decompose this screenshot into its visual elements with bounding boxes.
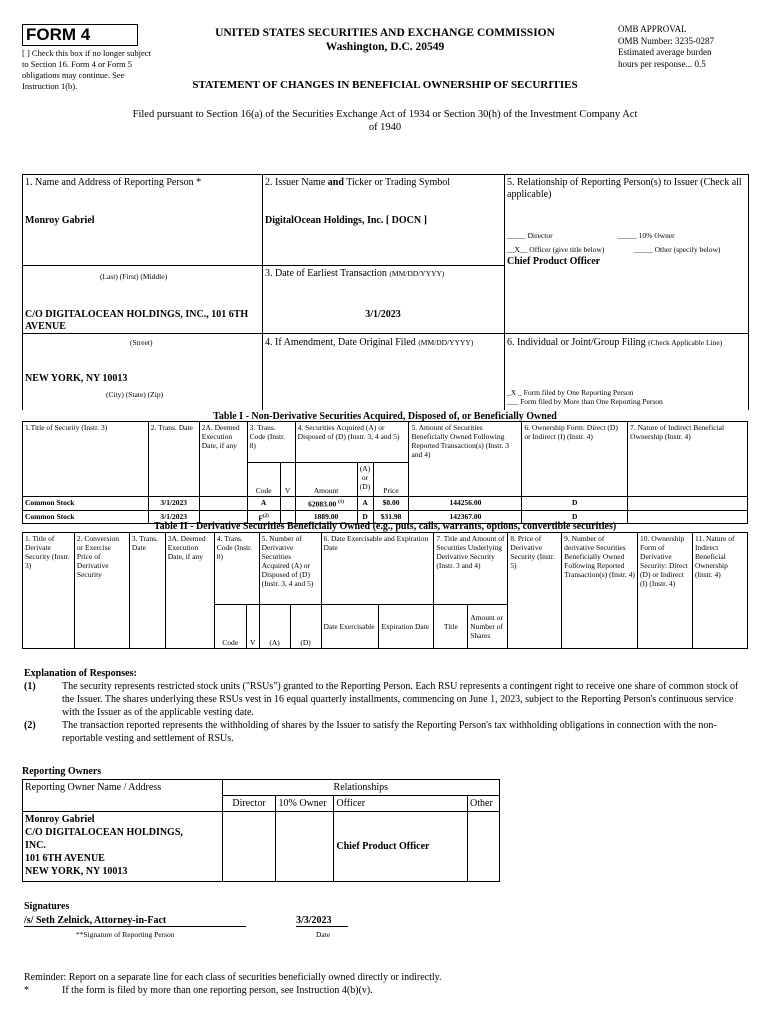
officer-option: __X__ Officer (give title below): [507, 245, 605, 254]
box6-label-text: 6. Individual or Joint/Group Filing: [507, 337, 646, 348]
explanation-item: [24, 680, 749, 719]
box5-label: 5. Relationship of Reporting Person(s) to Issuer (Check all applicable): [507, 177, 742, 200]
owner-name-line: C/O DIGITALOCEAN HOLDINGS,: [25, 827, 183, 838]
box2-label-and: and: [327, 177, 344, 188]
t1-h4: 4. Securities Acquired (A) or Disposed of (D) (Instr. 3, 4 and 5): [295, 422, 409, 463]
box4-label-text: 4. If Amendment, Date Original Filed: [265, 337, 416, 348]
t2-h10: 10. Ownership Form of Derivative Security: Direct (D) or Indirect (I) (Instr. 4): [638, 533, 693, 649]
t1-r0-nature: [628, 497, 748, 511]
t1-h3: 3. Trans. Code (Instr. 8): [247, 422, 295, 463]
divider: [22, 333, 505, 334]
table2-title: Table II - Derivative Securities Beneficially Owned (e.g., puts, calls, warrants, options, convertible securities): [153, 521, 617, 532]
box6-label-small: (Check Applicable Line): [648, 338, 723, 347]
owner-name-address: [23, 812, 223, 882]
checkbox-note: [ ] Check this box if no longer subject to Section 16. Form 4 or Form 5 obligations may continue. See Instruction 1(b).: [22, 48, 151, 91]
filing-option-one: _X _ Form filed by One Reporting Person: [507, 388, 634, 397]
t2-sub-code: Code: [214, 605, 246, 649]
reporting-person-name: Monroy Gabriel: [25, 215, 95, 226]
t1-r0-aord: A: [357, 497, 373, 511]
t1-r1-date: 3/1/2023: [148, 510, 199, 524]
explanation-text: The security represents restricted stock units ("RSUs") granted to the Reporting Person. Each RSU represents a contingent right to receive one share of common stock of the Issuer. The shares underlying these RSUs vest in 16 equal quarterly installments, commencing on June 1, 2023, subject to the Reporting Person's continuous service with the Issuer as of the applicable vesting date.: [62, 681, 739, 718]
statement-title: STATEMENT OF CHANGES IN BENEFICIAL OWNERSHIP OF SECURITIES: [192, 79, 578, 91]
t2-sub-amount: Amount or Number of Shares: [468, 605, 508, 649]
t1-h2a: 2A. Deemed Execution Date, if any: [199, 422, 247, 497]
owner-name-line: NEW YORK, NY 10013: [25, 866, 128, 877]
divider: [504, 333, 749, 334]
issuer-name: DigitalOcean Holdings, Inc. [ DOCN ]: [265, 215, 427, 226]
officer-title: Chief Product Officer: [507, 256, 601, 267]
explanation-item: [24, 719, 749, 745]
divider: [748, 174, 749, 410]
t1-sub-aord: (A) or (D): [357, 463, 373, 497]
explanation-of-responses: [24, 667, 749, 745]
t2-h5: 5. Number of Derivative Securities Acquired (A) or Disposed of (D) (Instr. 3, 4 and 5): [259, 533, 321, 605]
t2-h3a: 3A. Deemed Execution Date, if any: [165, 533, 214, 649]
explanation-num: (2): [24, 720, 36, 731]
t1-r0-owned: 144256.00: [409, 497, 522, 511]
reporting-owners-table: [22, 779, 500, 882]
footer-notes: [24, 971, 754, 997]
t2-h4: 4. Trans. Code (Instr. 8): [214, 533, 259, 605]
t1-sub-code: Code: [247, 463, 280, 497]
t2-sub-d: (D): [290, 605, 321, 649]
t1-h5: 5. Amount of Securities Beneficially Owned Following Reported Transaction(s) (Instr. 3 and 4): [409, 422, 522, 497]
owner-col-ten: 10% Owner: [276, 796, 334, 812]
reminder-text: Reminder: Report on a separate line for each class of securities beneficially owned directly or indirectly.: [24, 972, 442, 983]
earliest-transaction-date: 3/1/2023: [365, 309, 401, 320]
box2-label: [265, 177, 450, 189]
table-row: [23, 497, 748, 511]
t1-r0-price: $0.00: [373, 497, 409, 511]
owner-name-line: INC.: [25, 840, 46, 851]
t2-sub-date-ex: Date Exercisable: [321, 605, 379, 649]
city-label: (City) (State) (Zip): [106, 390, 164, 399]
t1-r1-aord: D: [357, 510, 373, 524]
signatures-title: Signatures: [24, 901, 70, 912]
t1-r0-date: 3/1/2023: [148, 497, 199, 511]
owner-col-relationships: Relationships: [222, 780, 499, 796]
t2-h9: 9. Number of derivative Securities Beneficially Owned Following Reported Transaction(s) (Instr. 4): [562, 533, 638, 649]
divider: [262, 174, 263, 410]
owner-col-name: Reporting Owner Name / Address: [23, 780, 223, 796]
t1-h6: 6. Ownership Form: Direct (D) or Indirect (I) (Instr. 4): [522, 422, 628, 497]
t1-h2: 2. Trans. Date: [148, 422, 199, 497]
box1-label: 1. Name and Address of Reporting Person *: [25, 177, 202, 188]
box2-label-post: Ticker or Trading Symbol: [343, 177, 451, 188]
t1-sub-amount: Amount: [295, 463, 357, 497]
form-label: FORM 4: [22, 24, 138, 46]
t1-h7: 7. Nature of Indirect Beneficial Ownership (Instr. 4): [628, 422, 748, 497]
explanation-text: The transaction reported represents the withholding of shares by the Issuer to satisfy the Reporting Person's tax withholding obligations in connection with the non-reportable vesting and settlement of RSUs.: [62, 720, 717, 744]
box3-label-text: 3. Date of Earliest Transaction: [265, 268, 387, 279]
box3-label: [265, 268, 444, 280]
agency-title: [185, 26, 585, 54]
signature-name: /s/ Seth Zelnick, Attorney-in-Fact: [24, 915, 246, 927]
divider: [22, 174, 23, 410]
t1-r0-amount: [295, 497, 357, 511]
director-option: _____ Director: [507, 231, 553, 240]
signature-label: **Signature of Reporting Person: [76, 930, 175, 939]
t2-sub-exp: Expiration Date: [379, 605, 434, 649]
owner-name-line: 101 6TH AVENUE: [25, 853, 105, 864]
footnote-star: [24, 984, 754, 997]
omb-line2: OMB Number: 3235-0287: [618, 35, 714, 46]
t1-r0-code: A: [247, 497, 280, 511]
divider: [262, 265, 505, 266]
owner-name-line: Monroy Gabriel: [25, 814, 95, 825]
agency-line1: UNITED STATES SECURITIES AND EXCHANGE COMMISSION: [215, 27, 555, 39]
t2-h11: 11. Nature of Indirect Beneficial Ownership (Instr. 4): [692, 533, 747, 649]
t1-r0-form: D: [522, 497, 628, 511]
divider: [22, 174, 748, 175]
t1-r1-amount-value: 1889.00: [313, 511, 339, 521]
name-parts-label: (Last) (First) (Middle): [100, 272, 168, 281]
t2-h3: 3. Trans. Date: [129, 533, 165, 649]
filed-pursuant: Filed pursuant to Section 16(a) of the Securities Exchange Act of 1934 or Section 30(h) of the Investment Company Act of 1940: [132, 109, 638, 133]
explanation-title: Explanation of Responses:: [24, 668, 137, 679]
t2-h7: 7. Title and Amount of Securities Underlying Derivative Security (Instr. 3 and 4): [434, 533, 508, 605]
reporting-owners-title: Reporting Owners: [22, 766, 102, 777]
star-text: If the form is filed by more than one reporting person, see Instruction 4(b)(v).: [62, 985, 373, 996]
divider: [504, 174, 505, 410]
table1-title: Table I - Non-Derivative Securities Acquired, Disposed of, or Beneficially Owned: [213, 411, 557, 422]
box4-label: [265, 337, 473, 349]
t1-r1-price: $31.98: [373, 510, 409, 524]
t1-r1-owned: 142367.00: [409, 510, 522, 524]
divider: [22, 265, 263, 266]
t2-h8: 8. Price of Derivative Security (Instr. 5): [508, 533, 562, 649]
t1-r0-amount-value: 62083.00: [308, 499, 337, 509]
filing-option-more: ___ Form filed by More than One Reporting Person: [507, 397, 663, 406]
omb-approval: [618, 24, 758, 70]
omb-line1: OMB APPROVAL: [618, 24, 687, 34]
omb-line3: Estimated average burden: [618, 47, 712, 57]
agency-line2: Washington, D.C. 20549: [325, 41, 445, 53]
box6-label: [507, 337, 745, 349]
t1-sub-v: V: [280, 463, 295, 497]
owner-col-other: Other: [468, 796, 500, 812]
t1-r1-code-ref[interactable]: (2): [263, 513, 269, 519]
other-option: _____ Other (specify below): [634, 245, 721, 254]
signature-date: 3/3/2023: [296, 915, 348, 927]
box4-label-small: (MM/DD/YYYY): [418, 338, 474, 347]
reporting-person-city: NEW YORK, NY 10013: [25, 373, 128, 384]
t1-r1-form: D: [522, 510, 628, 524]
star-mark: *: [24, 985, 29, 996]
t2-sub-title: Title: [434, 605, 468, 649]
table1: [22, 421, 748, 524]
t1-r0-amount-ref[interactable]: (1): [338, 500, 344, 505]
signature-date-label: Date: [316, 930, 331, 939]
t1-h1: 1.Title of Security (Instr. 3): [23, 422, 149, 497]
box2-label-pre: 2. Issuer Name: [265, 177, 328, 188]
t2-h1: 1. Title of Derivate Security (Instr. 3): [23, 533, 75, 649]
omb-line4: hours per response... 0.5: [618, 58, 706, 69]
t1-r1-code-value: F: [258, 513, 264, 522]
owner-col-director: Director: [222, 796, 276, 812]
owner-col-officer: Officer: [334, 796, 468, 812]
t2-sub-v: V: [246, 605, 259, 649]
t1-r0-title: Common Stock: [23, 497, 149, 511]
t1-r1-title: Common Stock: [23, 510, 149, 524]
t2-sub-a: (A): [259, 605, 290, 649]
t1-r0-v: [280, 497, 295, 511]
table2: [22, 532, 748, 649]
box3-label-small: (MM/DD/YYYY): [389, 269, 445, 278]
t2-h2: 2. Conversion or Exercise Price of Derivative Security: [74, 533, 129, 649]
t2-h6: 6. Date Exercisable and Expiration Date: [321, 533, 434, 605]
t1-r0-deemed: [199, 497, 247, 511]
ten-pct-option: _____ 10% Owner: [618, 231, 675, 240]
reporting-person-street: C/O DIGITALOCEAN HOLDINGS, INC., 101 6TH AVENUE: [25, 309, 249, 332]
explanation-num: (1): [24, 681, 36, 692]
owner-officer-title: Chief Product Officer: [334, 812, 468, 882]
street-label: (Street): [130, 338, 153, 347]
table-row: [23, 812, 500, 882]
t1-sub-price: Price: [373, 463, 409, 497]
